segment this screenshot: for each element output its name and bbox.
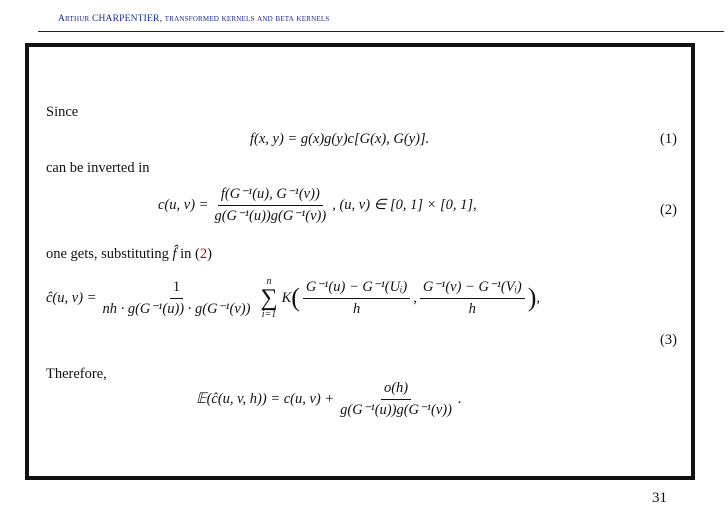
eq2-lhs: c(u, v) = [158,197,209,213]
text-substituting [46,246,212,263]
equation-number-2: (2) [660,202,677,218]
equation-ref-link[interactable]: 2 [199,246,208,262]
running-header: Arthur CHARPENTIER, transformed kernels and beta kernels [58,14,330,24]
f-hat-symbol: f̂ [172,246,177,262]
eq3-arg-v [420,279,525,318]
eq4-fraction [337,380,455,419]
eq4-end: . [457,391,462,407]
eq3-arg-v-numerator: G⁻¹(v) − G⁻¹(Vᵢ) [420,279,525,299]
equation-2 [158,186,477,225]
text-can-be-inverted: can be inverted in [46,160,150,176]
equation-3 [46,276,540,320]
page-number: 31 [652,490,667,506]
text-therefore: Therefore, [46,366,107,382]
sum-lower-limit: i=1 [261,309,277,320]
eq3-prefactor-denominator: nh · g(G⁻¹(u)) · g(G⁻¹(v)) [102,300,251,317]
equation-1: f(x, y) = g(x)g(y)c[G(x), G(y)]. [250,131,430,147]
equation-4 [196,380,462,419]
eq4-lhs: 𝔼(ĉ(u, v, h)) = c(u, v) + [196,391,335,407]
eq2-denominator: g(G⁻¹(u))g(G⁻¹(v)) [214,208,327,224]
equation-number-3: (3) [660,332,677,348]
eq3-prefactor [99,279,253,318]
eq2-domain: , (u, v) ∈ [0, 1] × [0, 1], [332,197,477,213]
substituting-close: ) [207,246,212,262]
eq3-trailing-comma: , [536,289,541,306]
eq3-arg-u [303,279,410,318]
comma-separator: , [413,289,417,306]
eq3-arg-v-denominator: h [468,300,476,317]
eq2-numerator: f(G⁻¹(u), G⁻¹(v)) [218,186,323,206]
eq3-arg-u-numerator: G⁻¹(u) − G⁻¹(Uᵢ) [303,279,410,299]
eq3-lhs: ĉ(u, v) = [46,289,97,306]
header-rule [38,31,724,32]
eq4-numerator: o(h) [381,380,411,400]
sum-upper-limit: n [266,276,272,287]
eq4-denominator: g(G⁻¹(u))g(G⁻¹(v)) [340,402,452,418]
substituting-prefix: one gets, substituting [46,246,169,262]
kernel-K: K [281,289,292,306]
sum-operator [260,276,277,320]
eq3-arg-u-denominator: h [352,300,361,317]
sigma-icon: ∑ [260,285,278,311]
right-paren-icon: ) [527,283,537,312]
eq2-fraction [211,186,329,225]
substituting-in: in ( [180,246,200,262]
text-since: Since [46,104,79,120]
eq3-prefactor-numerator: 1 [170,279,183,299]
equation-number-1: (1) [660,131,677,147]
left-paren-icon: ( [291,283,300,312]
